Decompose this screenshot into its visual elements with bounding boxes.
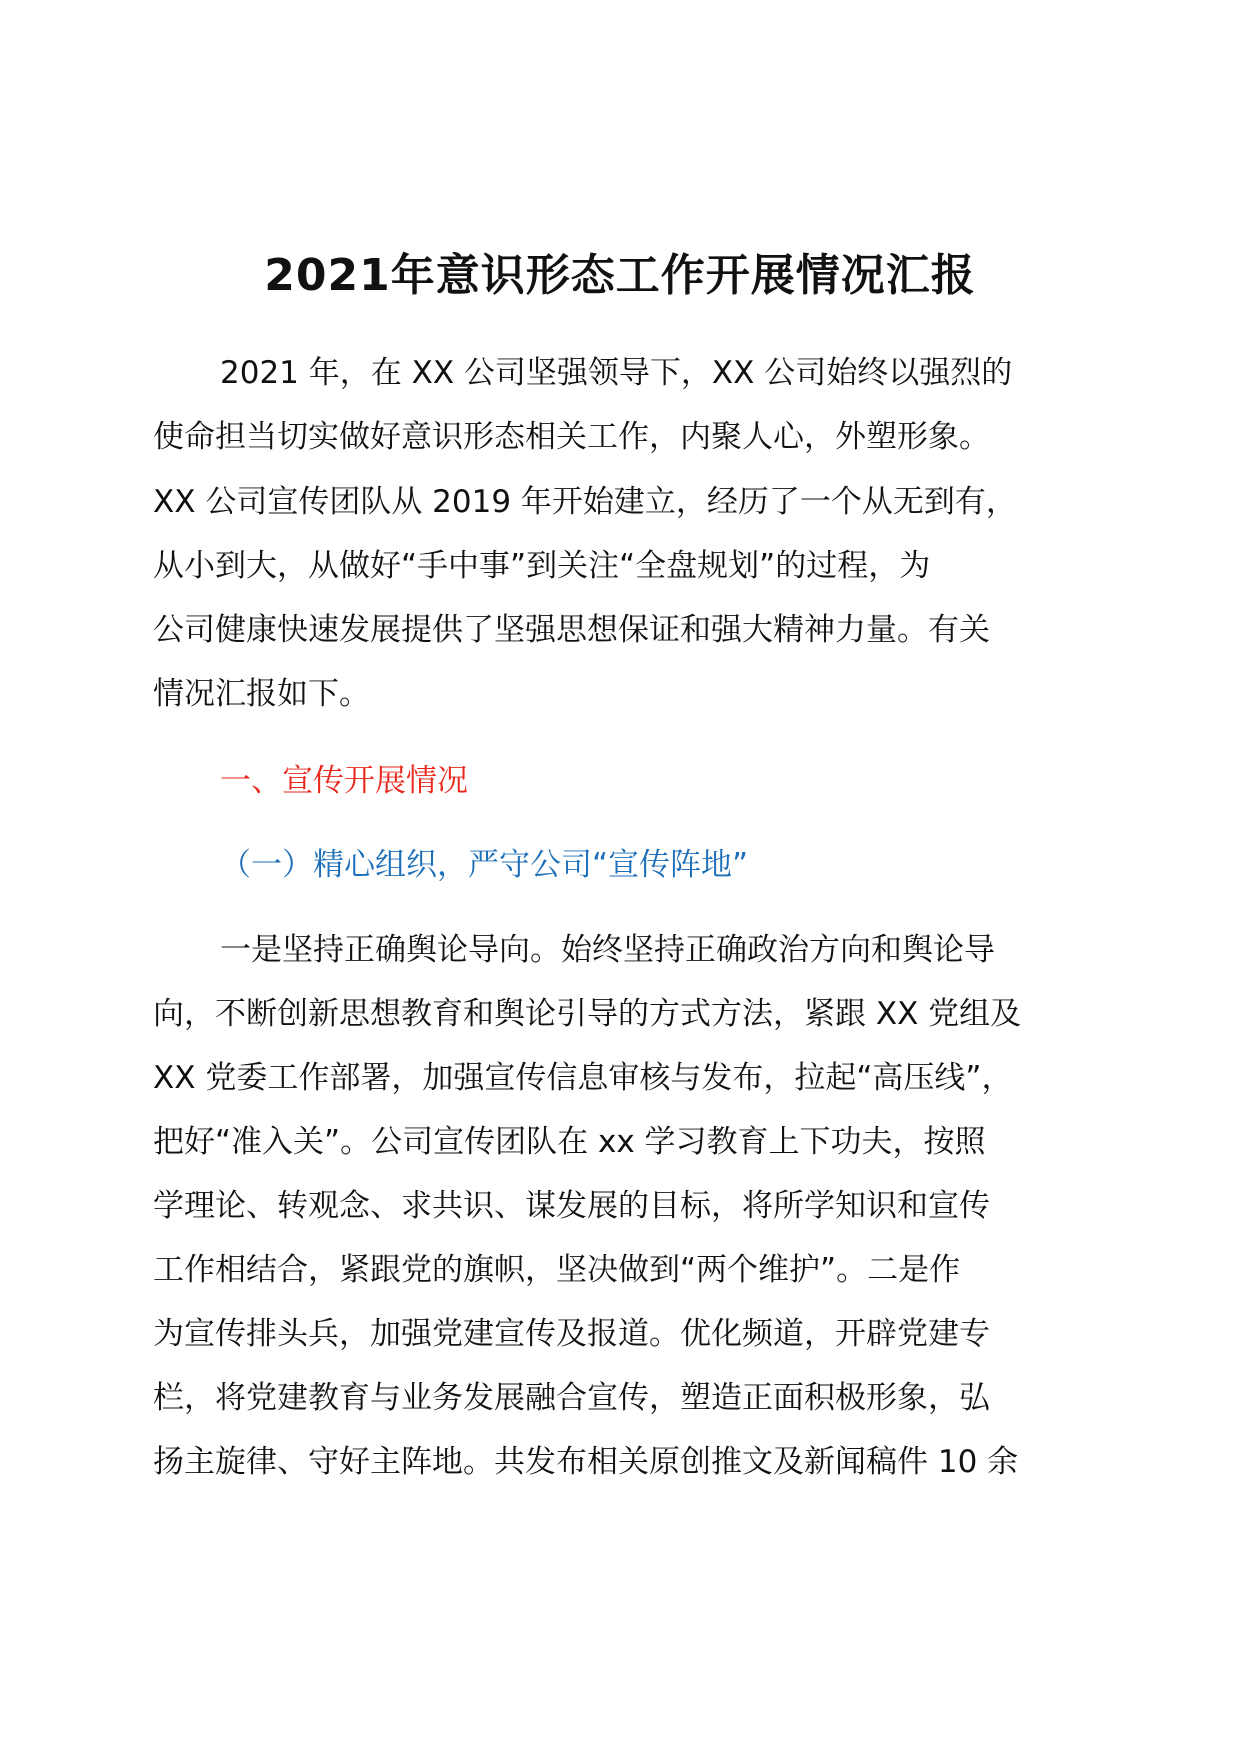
body-line: 栏，将党建教育与业务发展融合宣传，塑造正面积极形象，弘: [153, 1380, 990, 1416]
document-title: 2021年意识形态工作开展情况汇报: [264, 250, 976, 301]
intro-line: XX 公司宣传团队从 2019 年开始建立，经历了一个从无到有，: [153, 484, 1017, 520]
body-line: 向，不断创新思想教育和舆论引导的方式方法，紧跟 XX 党组及: [153, 996, 1022, 1032]
body-line: XX 党委工作部署，加强宣传信息审核与发布，拉起“高压线”，: [153, 1060, 1013, 1096]
intro-line: 从小到大，从做好“手中事”到关注“全盘规划”的过程，为: [153, 548, 931, 584]
intro-line: 使命担当切实做好意识形态相关工作，内聚人心，外塑形象。: [153, 419, 990, 455]
body-line: 一是坚持正确舆论导向。始终坚持正确政治方向和舆论导: [220, 932, 995, 968]
body-line: 为宣传排头兵，加强党建宣传及报道。优化频道，开辟党建专: [153, 1316, 990, 1352]
subsection-heading: （一）精心组织，严守公司“宣传阵地”: [220, 847, 749, 883]
intro-line: 情况汇报如下。: [153, 676, 370, 712]
section-heading: 一、宣传开展情况: [220, 763, 468, 799]
body-line: 学理论、转观念、求共识、谋发展的目标，将所学知识和宣传: [153, 1188, 990, 1224]
body-line: 把好“准入关”。公司宣传团队在 xx 学习教育上下功夫，按照: [153, 1124, 986, 1160]
intro-line: 2021 年，在 XX 公司坚强领导下，XX 公司始终以强烈的: [220, 355, 1013, 391]
intro-line: 公司健康快速发展提供了坚强思想保证和强大精神力量。有关: [153, 612, 990, 648]
body-line: 扬主旋律、守好主阵地。共发布相关原创推文及新闻稿件 10 余: [153, 1444, 1019, 1480]
body-line: 工作相结合，紧跟党的旗帜，坚决做到“两个维护”。二是作: [153, 1252, 961, 1288]
